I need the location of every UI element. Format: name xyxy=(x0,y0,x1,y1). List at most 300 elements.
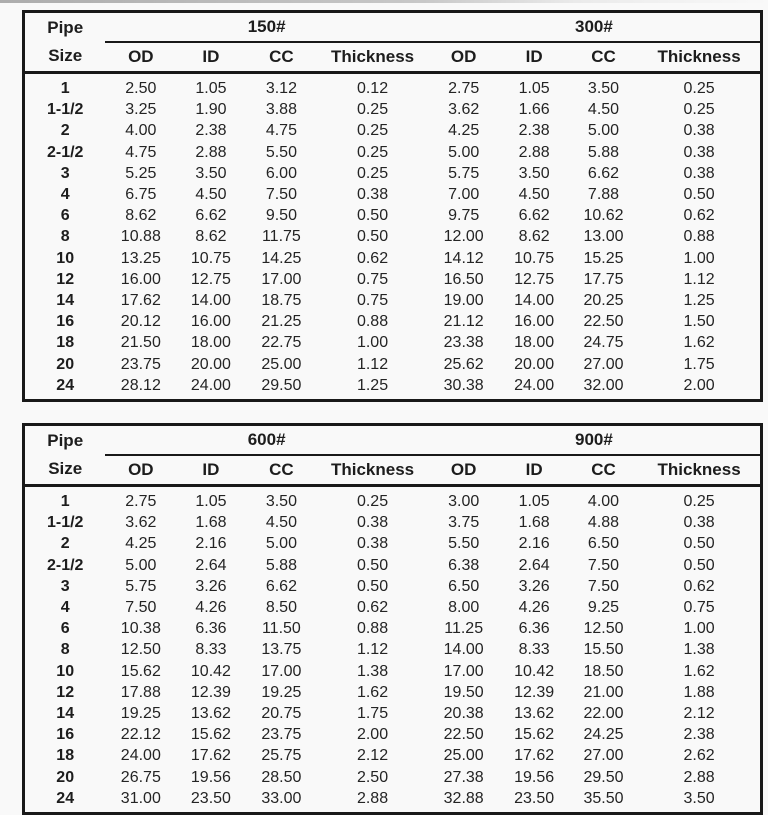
pipe-size-cell: 2-1/2 xyxy=(46,143,84,161)
dimension-cell: 21.50 xyxy=(120,334,161,352)
dimension-cell: 0.25 xyxy=(683,80,715,97)
dimension-cell: 3.26 xyxy=(195,577,227,595)
group-header-300: 300# xyxy=(428,12,762,43)
dimension-cell: 6.62 xyxy=(518,207,550,225)
dimension-cell: 25.75 xyxy=(261,747,302,765)
table-row xyxy=(24,682,762,703)
dimension-cell: 19.25 xyxy=(120,705,161,723)
pipe-size-header xyxy=(24,12,106,73)
dimension-cell: 12.50 xyxy=(120,641,161,659)
dimension-cell: 8.50 xyxy=(265,599,297,617)
dimension-cell: 5.00 xyxy=(587,122,620,140)
dimension-cell: 5.50 xyxy=(265,143,297,161)
dimension-cell: 0.88 xyxy=(683,228,715,246)
dimension-cell: 11.50 xyxy=(261,620,301,638)
dimension-cell: 3.25 xyxy=(125,101,157,119)
col-header-od-900: OD xyxy=(428,455,500,486)
dimension-cell: 8.33 xyxy=(195,641,227,659)
table-row xyxy=(24,788,762,814)
dimension-cell: 0.38 xyxy=(683,122,715,140)
dimension-cell: 15.62 xyxy=(190,726,231,744)
dimension-cell: 0.25 xyxy=(356,164,389,182)
col-header-thickness-300: Thickness xyxy=(638,42,761,73)
pipe-size-header-line1: Pipe xyxy=(47,431,84,451)
table-row xyxy=(24,354,762,375)
dimension-cell: 3.00 xyxy=(448,493,480,511)
dimension-cell: 27.00 xyxy=(583,747,624,765)
dimension-cell: 19.50 xyxy=(443,683,484,701)
dimension-cell: 16.00 xyxy=(514,313,555,331)
table-row xyxy=(24,184,762,205)
gasket-table-150-300 xyxy=(22,10,763,402)
pipe-size-cell: 10 xyxy=(56,249,75,267)
col-header-cc-900: CC xyxy=(569,455,638,486)
col-header-thickness-900: Thickness xyxy=(638,455,761,486)
dimension-cell: 0.75 xyxy=(356,292,389,310)
table-row xyxy=(24,512,762,533)
dimension-cell: 2.00 xyxy=(683,376,715,394)
dimension-cell: 7.50 xyxy=(587,556,620,574)
dimension-cell: 16.00 xyxy=(120,270,161,288)
dimension-cell: 4.26 xyxy=(195,599,227,617)
dimension-cell: 0.38 xyxy=(683,514,715,532)
dimension-cell: 2.00 xyxy=(356,726,389,744)
dimension-cell: 0.50 xyxy=(683,556,715,574)
pipe-size-header-line2: Size xyxy=(48,459,83,479)
pipe-size-cell: 2 xyxy=(60,122,70,140)
dimension-cell: 13.62 xyxy=(514,705,555,723)
pipe-size-cell: 2-1/2 xyxy=(46,556,84,574)
dimension-cell: 10.75 xyxy=(190,249,231,267)
dimension-cell: 18.00 xyxy=(514,334,555,352)
dimension-cell: 1.66 xyxy=(518,101,550,119)
table-row xyxy=(24,724,762,745)
dimension-cell: 19.56 xyxy=(190,768,231,786)
dimension-cell: 6.38 xyxy=(448,556,480,574)
pipe-size-cell: 8 xyxy=(60,641,70,659)
table-row xyxy=(24,269,762,290)
dimension-cell: 0.50 xyxy=(683,535,715,553)
dimension-cell: 4.00 xyxy=(125,122,157,140)
dimension-cell: 8.62 xyxy=(125,207,157,225)
col-header-cc-150: CC xyxy=(246,42,318,73)
pipe-size-cell: 24 xyxy=(56,376,75,394)
dimension-cell: 8.00 xyxy=(448,599,480,617)
dimension-cell: 10.75 xyxy=(514,249,555,267)
dimension-cell: 12.39 xyxy=(190,683,231,701)
dimension-cell: 24.25 xyxy=(583,726,624,744)
dimension-cell: 22.50 xyxy=(583,313,624,331)
dimension-cell: 1.00 xyxy=(683,620,715,638)
dimension-cell: 1.68 xyxy=(518,514,550,532)
dimension-cell: 10.42 xyxy=(190,662,231,680)
dimension-cell: 9.50 xyxy=(265,207,297,225)
dimension-cell: 24.00 xyxy=(190,376,231,394)
dimension-cell: 0.12 xyxy=(356,80,389,97)
table-row xyxy=(24,618,762,639)
dimension-cell: 9.75 xyxy=(448,207,480,225)
dimension-cell: 4.50 xyxy=(265,514,297,532)
dimension-cell: 1.05 xyxy=(518,493,550,511)
pipe-size-cell: 18 xyxy=(56,334,75,352)
dimension-cell: 8.33 xyxy=(518,641,550,659)
group-header-150: 150# xyxy=(105,12,427,43)
dimension-cell: 13.25 xyxy=(120,249,161,267)
dimension-cell: 0.88 xyxy=(356,620,389,638)
dimension-cell: 4.25 xyxy=(125,535,157,553)
dimension-cell: 6.00 xyxy=(265,164,297,182)
dimension-cell: 25.00 xyxy=(261,355,302,373)
pipe-size-cell: 1 xyxy=(60,80,70,97)
dimension-cell: 13.62 xyxy=(190,705,231,723)
dimension-cell: 6.36 xyxy=(195,620,227,638)
dimension-cell: 0.25 xyxy=(356,122,389,140)
dimension-cell: 2.88 xyxy=(518,143,550,161)
dimension-cell: 1.50 xyxy=(683,313,715,331)
col-header-id-150: ID xyxy=(176,42,245,73)
table-row xyxy=(24,226,762,247)
dimension-cell: 20.38 xyxy=(443,705,484,723)
dimension-cell: 6.75 xyxy=(125,186,157,204)
table-row xyxy=(24,597,762,618)
dimension-cell: 2.50 xyxy=(356,768,389,786)
dimension-cell: 3.50 xyxy=(683,789,715,807)
dimension-cell: 0.38 xyxy=(356,514,389,532)
dimension-cell: 24.00 xyxy=(120,747,161,765)
pipe-size-cell: 4 xyxy=(60,599,70,617)
dimension-cell: 4.50 xyxy=(587,101,620,119)
dimension-cell: 13.00 xyxy=(583,228,624,246)
dimension-cell: 0.38 xyxy=(356,186,389,204)
dimension-cell: 0.50 xyxy=(356,577,389,595)
dimension-cell: 12.75 xyxy=(514,270,555,288)
pipe-size-cell: 10 xyxy=(56,662,75,680)
dimension-cell: 16.50 xyxy=(443,270,484,288)
dimension-cell: 1.38 xyxy=(356,662,389,680)
dimension-cell: 14.00 xyxy=(443,641,484,659)
dimension-cell: 2.12 xyxy=(356,747,389,765)
dimension-cell: 1.90 xyxy=(195,101,227,119)
dimension-cell: 35.50 xyxy=(583,789,624,807)
dimension-cell: 3.12 xyxy=(265,80,297,97)
pipe-size-cell: 14 xyxy=(56,292,75,310)
dimension-cell: 6.62 xyxy=(265,577,297,595)
dimension-cell: 7.88 xyxy=(587,186,620,204)
pipe-size-header-line1: Pipe xyxy=(47,18,84,37)
pipe-size-cell: 14 xyxy=(56,705,75,723)
pipe-size-cell: 1 xyxy=(60,493,70,511)
table-row xyxy=(24,99,762,120)
dimension-cell: 4.50 xyxy=(518,186,550,204)
dimension-cell: 17.75 xyxy=(583,270,624,288)
pipe-size-cell: 12 xyxy=(56,270,75,288)
table-row xyxy=(24,205,762,226)
dimension-cell: 5.88 xyxy=(265,556,297,574)
dimension-cell: 17.62 xyxy=(120,292,161,310)
col-header-od-150: OD xyxy=(105,42,176,73)
dimension-cell: 8.62 xyxy=(518,228,550,246)
dimension-cell: 30.38 xyxy=(443,376,484,394)
dimension-cell: 6.62 xyxy=(587,164,620,182)
col-header-id-900: ID xyxy=(499,455,568,486)
col-header-thickness-150: Thickness xyxy=(317,42,428,73)
dimension-cell: 5.50 xyxy=(448,535,480,553)
col-header-cc-600: CC xyxy=(246,455,318,486)
dimension-cell: 23.50 xyxy=(514,789,555,807)
dimension-cell: 16.00 xyxy=(190,313,231,331)
dimension-cell: 1.75 xyxy=(683,355,715,373)
dimension-cell: 18.00 xyxy=(190,334,231,352)
table-row xyxy=(24,248,762,269)
dimension-cell: 2.16 xyxy=(195,535,227,553)
dimension-cell: 0.38 xyxy=(683,143,715,161)
dimension-cell: 31.00 xyxy=(120,789,161,807)
dimension-cell: 2.38 xyxy=(195,122,227,140)
pipe-size-cell: 20 xyxy=(56,355,75,373)
col-header-id-300: ID xyxy=(499,42,568,73)
dimension-cell: 27.00 xyxy=(583,355,624,373)
dimension-cell: 27.38 xyxy=(443,768,484,786)
table-row xyxy=(24,311,762,332)
col-header-cc-300: CC xyxy=(569,42,638,73)
dimension-cell: 3.62 xyxy=(448,101,480,119)
dimension-cell: 23.75 xyxy=(120,355,161,373)
dimension-cell: 0.75 xyxy=(683,599,715,617)
col-header-od-300: OD xyxy=(428,42,500,73)
pipe-size-cell: 2 xyxy=(60,535,70,553)
dimension-cell: 2.75 xyxy=(448,80,480,97)
dimension-cell: 19.25 xyxy=(261,683,302,701)
pipe-size-cell: 4 xyxy=(60,186,70,204)
dimension-cell: 2.38 xyxy=(518,122,550,140)
dimension-cell: 22.00 xyxy=(583,705,624,723)
dimension-cell: 1.05 xyxy=(518,80,550,97)
table-row xyxy=(24,486,762,513)
dimension-cell: 2.88 xyxy=(683,768,715,786)
pipe-size-cell: 1-1/2 xyxy=(46,101,84,119)
dimension-cell: 0.62 xyxy=(356,599,389,617)
dimension-cell: 21.25 xyxy=(261,313,302,331)
dimension-cell: 12.39 xyxy=(514,683,555,701)
dimension-cell: 0.50 xyxy=(356,207,389,225)
dimension-cell: 6.62 xyxy=(195,207,227,225)
dimension-cell: 15.25 xyxy=(583,249,624,267)
dimension-cell: 25.00 xyxy=(443,747,484,765)
dimension-cell: 0.25 xyxy=(356,101,389,119)
dimension-cell: 4.25 xyxy=(448,122,480,140)
dimension-cell: 26.75 xyxy=(120,768,161,786)
table-row xyxy=(24,703,762,724)
dimension-cell: 2.64 xyxy=(518,556,550,574)
dimension-cell: 4.26 xyxy=(518,599,550,617)
dimension-cell: 24.75 xyxy=(583,334,624,352)
dimension-cell: 1.05 xyxy=(195,80,227,97)
dimension-cell: 20.12 xyxy=(120,313,161,331)
dimension-cell: 3.26 xyxy=(518,577,550,595)
scan-artifact-line xyxy=(0,0,768,3)
dimension-cell: 14.12 xyxy=(443,249,484,267)
dimension-cell: 15.62 xyxy=(514,726,555,744)
dimension-cell: 1.12 xyxy=(356,355,389,373)
dimension-cell: 10.38 xyxy=(120,620,161,638)
pipe-size-cell: 3 xyxy=(60,577,70,595)
dimension-cell: 2.50 xyxy=(125,80,157,97)
dimension-cell: 4.50 xyxy=(195,186,227,204)
dimension-cell: 29.50 xyxy=(583,768,624,786)
dimension-cell: 2.64 xyxy=(195,556,227,574)
pipe-size-cell: 1-1/2 xyxy=(46,514,84,532)
dimension-cell: 2.62 xyxy=(683,747,715,765)
dimension-cell: 15.62 xyxy=(120,662,161,680)
dimension-cell: 7.00 xyxy=(448,186,480,204)
dimension-cell: 17.62 xyxy=(514,747,555,765)
dimension-cell: 32.00 xyxy=(583,376,624,394)
dimension-cell: 1.12 xyxy=(683,270,715,288)
dimension-cell: 5.75 xyxy=(125,577,157,595)
pipe-size-header xyxy=(24,425,106,486)
dimension-cell: 2.88 xyxy=(195,143,227,161)
dimension-cell: 0.62 xyxy=(356,249,389,267)
dimension-cell: 3.50 xyxy=(587,80,620,97)
dimension-cell: 1.05 xyxy=(195,493,227,511)
dimension-cell: 3.75 xyxy=(448,514,480,532)
col-header-id-600: ID xyxy=(176,455,245,486)
dimension-cell: 25.62 xyxy=(443,355,484,373)
dimension-cell: 33.00 xyxy=(261,789,302,807)
dimension-cell: 15.50 xyxy=(583,641,624,659)
dimension-cell: 5.88 xyxy=(587,143,620,161)
gasket-table-600-900 xyxy=(22,423,763,815)
pipe-size-cell: 16 xyxy=(56,726,75,744)
dimension-cell: 4.75 xyxy=(265,122,297,140)
table-row xyxy=(24,73,762,100)
dimension-cell: 3.88 xyxy=(265,101,297,119)
dimension-cell: 5.00 xyxy=(265,535,297,553)
dimension-cell: 17.00 xyxy=(443,662,484,680)
table-row xyxy=(24,576,762,597)
dimension-cell: 10.42 xyxy=(514,662,555,680)
pipe-size-cell: 6 xyxy=(60,620,70,638)
dimension-cell: 7.50 xyxy=(587,577,620,595)
pipe-size-cell: 16 xyxy=(56,313,75,331)
dimension-cell: 29.50 xyxy=(261,376,302,394)
table-row xyxy=(24,163,762,184)
dimension-cell: 0.25 xyxy=(683,101,715,119)
dimension-cell: 1.88 xyxy=(683,683,715,701)
table-row xyxy=(24,661,762,682)
dimension-cell: 1.12 xyxy=(356,641,389,659)
table-row xyxy=(24,767,762,788)
dimension-cell: 3.50 xyxy=(518,164,550,182)
dimension-cell: 28.50 xyxy=(261,768,302,786)
dimension-cell: 0.25 xyxy=(683,493,715,511)
dimension-cell: 5.25 xyxy=(125,164,157,182)
dimension-cell: 1.62 xyxy=(683,662,715,680)
dimension-cell: 4.00 xyxy=(587,493,620,511)
pipe-size-cell: 6 xyxy=(60,207,70,225)
dimension-cell: 13.75 xyxy=(261,641,302,659)
dimension-cell: 3.50 xyxy=(195,164,227,182)
dimension-cell: 3.62 xyxy=(125,514,157,532)
dimension-cell: 0.50 xyxy=(683,186,715,204)
dimension-cell: 0.38 xyxy=(356,535,389,553)
pipe-size-cell: 24 xyxy=(56,789,75,807)
dimension-cell: 6.50 xyxy=(587,535,620,553)
dimension-cell: 9.25 xyxy=(587,599,620,617)
dimension-cell: 18.75 xyxy=(261,292,302,310)
dimension-cell: 0.50 xyxy=(356,228,389,246)
dimension-cell: 5.00 xyxy=(125,556,157,574)
dimension-cell: 24.00 xyxy=(514,376,555,394)
dimension-cell: 17.00 xyxy=(261,270,302,288)
dimension-cell: 10.88 xyxy=(120,228,161,246)
dimension-cell: 3.50 xyxy=(265,493,297,511)
pipe-size-header-line2: Size xyxy=(48,46,83,65)
dimension-cell: 19.56 xyxy=(514,768,555,786)
dimension-cell: 2.16 xyxy=(518,535,550,553)
dimension-cell: 0.62 xyxy=(683,577,715,595)
dimension-cell: 5.75 xyxy=(448,164,480,182)
dimension-cell: 23.75 xyxy=(261,726,302,744)
pipe-size-cell: 20 xyxy=(56,768,75,786)
dimension-cell: 7.50 xyxy=(125,599,157,617)
table-row xyxy=(24,639,762,660)
dimension-cell: 1.25 xyxy=(683,292,715,310)
dimension-cell: 0.88 xyxy=(356,313,389,331)
dimension-cell: 21.12 xyxy=(443,313,484,331)
dimension-cell: 14.25 xyxy=(261,249,302,267)
dimension-cell: 23.50 xyxy=(190,789,231,807)
dimension-cell: 2.12 xyxy=(683,705,715,723)
table-row xyxy=(24,533,762,554)
dimension-cell: 17.00 xyxy=(261,662,302,680)
dimension-cell: 6.50 xyxy=(448,577,480,595)
dimension-cell: 2.75 xyxy=(125,493,157,511)
dimension-cell: 0.38 xyxy=(683,164,715,182)
dimension-cell: 1.00 xyxy=(356,334,389,352)
table-body-600-900 xyxy=(24,486,762,814)
table-row xyxy=(24,745,762,766)
dimension-cell: 1.25 xyxy=(356,376,389,394)
table-body-150-300 xyxy=(24,73,762,401)
pipe-size-cell: 3 xyxy=(60,164,70,182)
dimension-cell: 23.38 xyxy=(443,334,484,352)
dimension-cell: 21.00 xyxy=(583,683,624,701)
dimension-cell: 20.00 xyxy=(514,355,555,373)
table-row xyxy=(24,375,762,401)
dimension-cell: 22.75 xyxy=(261,334,302,352)
table-row xyxy=(24,290,762,311)
dimension-cell: 1.62 xyxy=(356,683,389,701)
col-header-od-600: OD xyxy=(105,455,176,486)
dimension-cell: 20.75 xyxy=(261,705,302,723)
dimension-cell: 7.50 xyxy=(265,186,297,204)
dimension-cell: 0.25 xyxy=(356,493,389,511)
dimension-cell: 0.50 xyxy=(356,556,389,574)
dimension-cell: 6.36 xyxy=(518,620,550,638)
dimension-cell: 8.62 xyxy=(195,228,227,246)
dimension-cell: 1.75 xyxy=(356,705,389,723)
table-row xyxy=(24,142,762,163)
dimension-cell: 22.12 xyxy=(120,726,161,744)
group-header-600: 600# xyxy=(105,425,427,456)
dimension-cell: 1.62 xyxy=(683,334,715,352)
dimension-cell: 28.12 xyxy=(120,376,161,394)
dimension-cell: 11.75 xyxy=(261,228,301,246)
dimension-cell: 18.50 xyxy=(583,662,624,680)
pipe-size-cell: 8 xyxy=(60,228,70,246)
dimension-cell: 12.75 xyxy=(190,270,231,288)
